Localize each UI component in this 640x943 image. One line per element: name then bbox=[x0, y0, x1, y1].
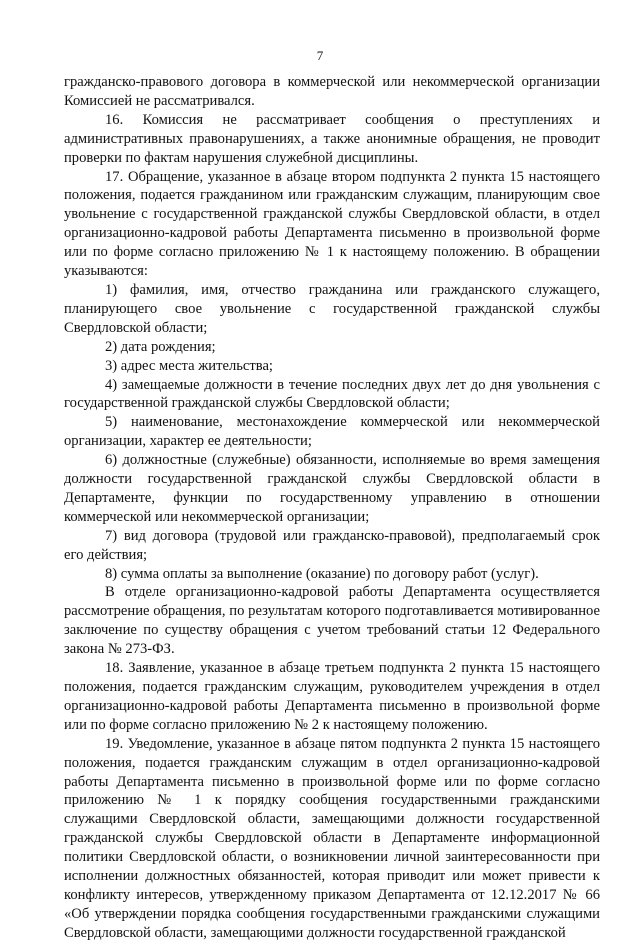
paragraph-item-17: 17. Обращение, указанное в абзаце втором подпункта 2 пункта 15 настоящего положения, подается гражданином или гражданским служащим, планирующим свое увольнение с государственной гражданской службы Свердловской области, в отдел организационно-кадровой работы Департамента письменно в произвольной форме или по форме согласно приложению № 1 к настоящему положению. В обращении указываются: bbox=[64, 168, 600, 280]
list-item-8: 8) сумма оплаты за выполнение (оказание) по договору работ (услуг). bbox=[105, 565, 539, 582]
document-body bbox=[64, 73, 600, 943]
list-item-3: 3) адрес места жительства; bbox=[105, 357, 273, 374]
paragraph-continuation: гражданско-правового договора в коммерческой или некоммерческой организации Комиссией не рассматривался. bbox=[64, 74, 600, 109]
list-item-2: 2) дата рождения; bbox=[105, 338, 216, 355]
page-number: 7 bbox=[316, 48, 324, 63]
list-item-6: 6) должностные (служебные) обязанности, исполняемые во время замещения должности государственной гражданской службы Свердловской области в Департаменте, функции по государственному управлению в отношении коммерческой или некоммерческой организации; bbox=[64, 452, 600, 525]
list-item-7: 7) вид договора (трудовой или гражданско-правовой), предполагаемый срок его действия; bbox=[64, 527, 600, 563]
paragraph-item-16: 16. Комиссия не рассматривает сообщения о преступлениях и административных правонарушениях, а также анонимные обращения, не проводит проверки по фактам нарушения служебной дисциплины. bbox=[64, 111, 600, 166]
list-item-5: 5) наименование, местонахождение коммерческой или некоммерческой организации, характер ее деятельности; bbox=[64, 414, 600, 450]
paragraph-review: В отделе организационно-кадровой работы Департамента осуществляется рассмотрение обращения, по результатам которого подготавливается мотивированное заключение по существу обращения с учетом требований статьи 12 Федерального закона № 273-ФЗ. bbox=[64, 584, 600, 658]
paragraph-item-19: 19. Уведомление, указанное в абзаце пятом подпункта 2 пункта 15 настоящего положения, подается гражданским служащим в отдел организационно-кадровой работы Департамента письменно в произвольной форме или по форме согласно приложению № 1 к порядку сообщения государственными гражданскими служащими Свердловской области, замещающими должности государственной гражданской службы Свердловской области в Департаменте информационной политики Свердловской области, о возникновении личной заинтересованности при исполнении должностных обязанностей, которая приводит или может привести к конфликту интересов, утвержденному приказом Департамента от 12.12.2017 № 66 «Об утверждении порядка сообщения государственными гражданскими служащими Свердловской области, замещающими должности государственной гражданской bbox=[64, 735, 600, 941]
list-item-4: 4) замещаемые должности в течение последних двух лет до дня увольнения с государственной гражданской службы Свердловской области; bbox=[64, 376, 600, 412]
paragraph-item-18: 18. Заявление, указанное в абзаце третьем подпункта 2 пункта 15 настоящего положения, подается гражданским служащим, руководителем учреждения в отдел организационно-кадровой работы Департамента письменно в произвольной форме или по форме согласно приложению № 2 к настоящему положению. bbox=[64, 660, 600, 733]
list-item-1: 1) фамилия, имя, отчество гражданина или гражданского служащего, планирующего свое увольнение с государственной гражданской службы Свердловской области; bbox=[64, 281, 600, 336]
